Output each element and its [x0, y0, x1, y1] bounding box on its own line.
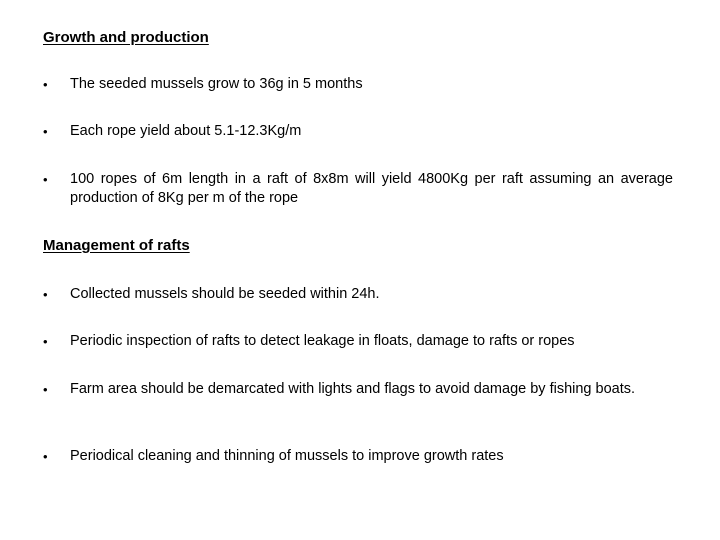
section-heading-growth: Growth and production: [43, 29, 209, 46]
bullet-text: Periodic inspection of rafts to detect leakage in floats, damage to rafts or ropes: [70, 333, 575, 349]
bullet-icon: •: [43, 449, 48, 464]
bullet-item: [43, 332, 673, 351]
bullet-text: Periodical cleaning and thinning of mussels to improve growth rates: [70, 448, 504, 464]
bullet-item: [43, 285, 673, 304]
bullet-item: [43, 447, 673, 466]
bullet-icon: •: [43, 334, 48, 349]
bullet-icon: •: [43, 77, 48, 92]
bullet-icon: •: [43, 287, 48, 302]
bullet-item: [43, 75, 673, 94]
bullet-icon: •: [43, 382, 48, 397]
bullet-text: Collected mussels should be seeded within 24h.: [70, 286, 380, 302]
bullet-text: Farm area should be demarcated with lights and flags to avoid damage by fishing boats.: [70, 381, 636, 397]
bullet-icon: •: [43, 172, 48, 187]
bullet-item: [43, 170, 673, 208]
bullet-item: [43, 380, 673, 399]
section-heading-management: Management of rafts: [43, 237, 190, 254]
bullet-icon: •: [43, 124, 48, 139]
bullet-text: Each rope yield about 5.1-12.3Kg/m: [70, 123, 302, 139]
bullet-text: 100 ropes of 6m length in a raft of 8x8m will yield 4800Kg per raft assuming an average production of 8Kg per m of the rope: [70, 171, 673, 206]
bullet-text: The seeded mussels grow to 36g in 5 months: [70, 76, 363, 92]
bullet-item: [43, 122, 673, 141]
